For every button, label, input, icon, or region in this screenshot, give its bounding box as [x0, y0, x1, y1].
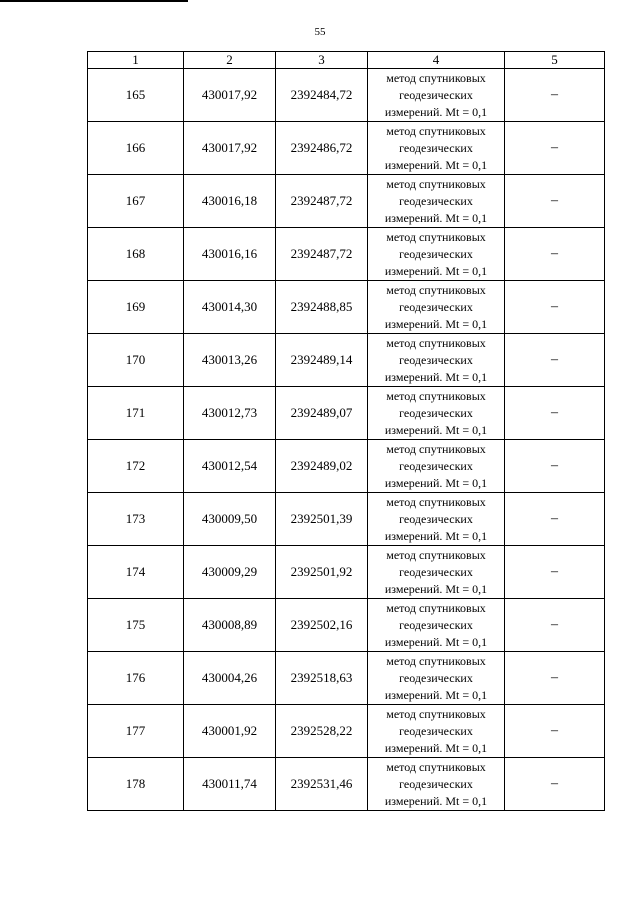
table-row — [88, 175, 605, 228]
x-coordinate-cell: 430009,29 — [184, 546, 276, 599]
table-row — [88, 122, 605, 175]
method-line: геодезических — [399, 617, 473, 632]
method-line: метод спутниковых — [386, 706, 486, 721]
point-number-cell: 178 — [88, 758, 184, 811]
method-line: геодезических — [399, 670, 473, 685]
x-coordinate-cell: 430017,92 — [184, 69, 276, 122]
method-line: измерений. Mt = 0,1 — [384, 581, 488, 596]
method-line: метод спутниковых — [386, 653, 486, 668]
y-coordinate-cell: 2392501,39 — [276, 493, 368, 546]
table-row — [88, 758, 605, 811]
method-line: геодезических — [399, 723, 473, 738]
table-row — [88, 652, 605, 705]
note-cell: – — [505, 334, 605, 387]
method-cell — [368, 493, 505, 546]
point-number-cell: 173 — [88, 493, 184, 546]
note-cell: – — [505, 228, 605, 281]
method-cell — [368, 705, 505, 758]
point-number-cell: 177 — [88, 705, 184, 758]
method-line: измерений. Mt = 0,1 — [384, 263, 488, 278]
y-coordinate-cell: 2392531,46 — [276, 758, 368, 811]
method-cell — [368, 175, 505, 228]
method-line: метод спутниковых — [386, 494, 486, 509]
point-number-cell: 168 — [88, 228, 184, 281]
method-line: метод спутниковых — [386, 547, 486, 562]
method-line: измерений. Mt = 0,1 — [384, 210, 488, 225]
x-coordinate-cell: 430017,92 — [184, 122, 276, 175]
method-line: измерений. Mt = 0,1 — [384, 687, 488, 702]
table-row — [88, 281, 605, 334]
method-line: измерений. Mt = 0,1 — [384, 528, 488, 543]
method-line: метод спутниковых — [386, 335, 486, 350]
point-number-cell: 172 — [88, 440, 184, 493]
method-line: измерений. Mt = 0,1 — [384, 475, 488, 490]
y-coordinate-cell: 2392528,22 — [276, 705, 368, 758]
method-cell — [368, 546, 505, 599]
method-line: метод спутниковых — [386, 388, 486, 403]
method-line: метод спутниковых — [386, 123, 486, 138]
note-cell: – — [505, 122, 605, 175]
note-cell: – — [505, 281, 605, 334]
y-coordinate-cell: 2392487,72 — [276, 228, 368, 281]
note-cell: – — [505, 546, 605, 599]
x-coordinate-cell: 430012,54 — [184, 440, 276, 493]
method-line: геодезических — [399, 299, 473, 314]
method-line: геодезических — [399, 511, 473, 526]
table-body — [88, 69, 605, 811]
method-cell — [368, 122, 505, 175]
method-line: метод спутниковых — [386, 176, 486, 191]
method-line: метод спутниковых — [386, 759, 486, 774]
method-line: геодезических — [399, 246, 473, 261]
table-row — [88, 705, 605, 758]
y-coordinate-cell: 2392489,14 — [276, 334, 368, 387]
table-row — [88, 546, 605, 599]
x-coordinate-cell: 430014,30 — [184, 281, 276, 334]
y-coordinate-cell: 2392486,72 — [276, 122, 368, 175]
method-line: измерений. Mt = 0,1 — [384, 740, 488, 755]
method-line: измерений. Mt = 0,1 — [384, 422, 488, 437]
method-line: метод спутниковых — [386, 229, 486, 244]
note-cell: – — [505, 440, 605, 493]
y-coordinate-cell: 2392487,72 — [276, 175, 368, 228]
column-header-1: 1 — [88, 52, 184, 69]
method-line: метод спутниковых — [386, 282, 486, 297]
point-number-cell: 167 — [88, 175, 184, 228]
method-line: измерений. Mt = 0,1 — [384, 369, 488, 384]
note-cell: – — [505, 175, 605, 228]
table-row — [88, 440, 605, 493]
table-row — [88, 599, 605, 652]
point-number-cell: 174 — [88, 546, 184, 599]
coordinates-table — [87, 51, 605, 811]
method-line: геодезических — [399, 87, 473, 102]
x-coordinate-cell: 430012,73 — [184, 387, 276, 440]
method-line: геодезических — [399, 352, 473, 367]
note-cell: – — [505, 493, 605, 546]
note-cell: – — [505, 705, 605, 758]
method-cell — [368, 652, 505, 705]
y-coordinate-cell: 2392518,63 — [276, 652, 368, 705]
x-coordinate-cell: 430011,74 — [184, 758, 276, 811]
y-coordinate-cell: 2392484,72 — [276, 69, 368, 122]
method-line: геодезических — [399, 776, 473, 791]
x-coordinate-cell: 430004,26 — [184, 652, 276, 705]
table-row — [88, 69, 605, 122]
method-line: измерений. Mt = 0,1 — [384, 634, 488, 649]
column-header-4: 4 — [368, 52, 505, 69]
point-number-cell: 175 — [88, 599, 184, 652]
note-cell: – — [505, 69, 605, 122]
table-row — [88, 493, 605, 546]
point-number-cell: 166 — [88, 122, 184, 175]
table-row — [88, 387, 605, 440]
point-number-cell: 176 — [88, 652, 184, 705]
method-line: метод спутниковых — [386, 70, 486, 85]
method-line: измерений. Mt = 0,1 — [384, 157, 488, 172]
method-line: измерений. Mt = 0,1 — [384, 793, 488, 808]
method-line: метод спутниковых — [386, 600, 486, 615]
x-coordinate-cell: 430016,18 — [184, 175, 276, 228]
page-number: 55 — [314, 26, 326, 38]
y-coordinate-cell: 2392489,07 — [276, 387, 368, 440]
method-line: геодезических — [399, 458, 473, 473]
method-cell — [368, 281, 505, 334]
column-header-2: 2 — [184, 52, 276, 69]
method-line: геодезических — [399, 140, 473, 155]
method-cell — [368, 387, 505, 440]
y-coordinate-cell: 2392489,02 — [276, 440, 368, 493]
x-coordinate-cell: 430016,16 — [184, 228, 276, 281]
column-header-3: 3 — [276, 52, 368, 69]
x-coordinate-cell: 430009,50 — [184, 493, 276, 546]
y-coordinate-cell: 2392502,16 — [276, 599, 368, 652]
method-cell — [368, 228, 505, 281]
method-line: геодезических — [399, 405, 473, 420]
column-header-5: 5 — [505, 52, 605, 69]
method-line: геодезических — [399, 193, 473, 208]
point-number-cell: 165 — [88, 69, 184, 122]
x-coordinate-cell: 430001,92 — [184, 705, 276, 758]
top-rule — [0, 0, 188, 2]
header-row — [88, 52, 605, 69]
y-coordinate-cell: 2392501,92 — [276, 546, 368, 599]
method-cell — [368, 758, 505, 811]
method-cell — [368, 334, 505, 387]
note-cell: – — [505, 599, 605, 652]
point-number-cell: 170 — [88, 334, 184, 387]
method-line: измерений. Mt = 0,1 — [384, 316, 488, 331]
y-coordinate-cell: 2392488,85 — [276, 281, 368, 334]
table-row — [88, 228, 605, 281]
method-cell — [368, 440, 505, 493]
x-coordinate-cell: 430013,26 — [184, 334, 276, 387]
table-row — [88, 334, 605, 387]
method-line: геодезических — [399, 564, 473, 579]
note-cell: – — [505, 758, 605, 811]
method-cell — [368, 69, 505, 122]
point-number-cell: 171 — [88, 387, 184, 440]
note-cell: – — [505, 387, 605, 440]
method-line: измерений. Mt = 0,1 — [384, 104, 488, 119]
method-cell — [368, 599, 505, 652]
x-coordinate-cell: 430008,89 — [184, 599, 276, 652]
note-cell: – — [505, 652, 605, 705]
point-number-cell: 169 — [88, 281, 184, 334]
method-line: метод спутниковых — [386, 441, 486, 456]
